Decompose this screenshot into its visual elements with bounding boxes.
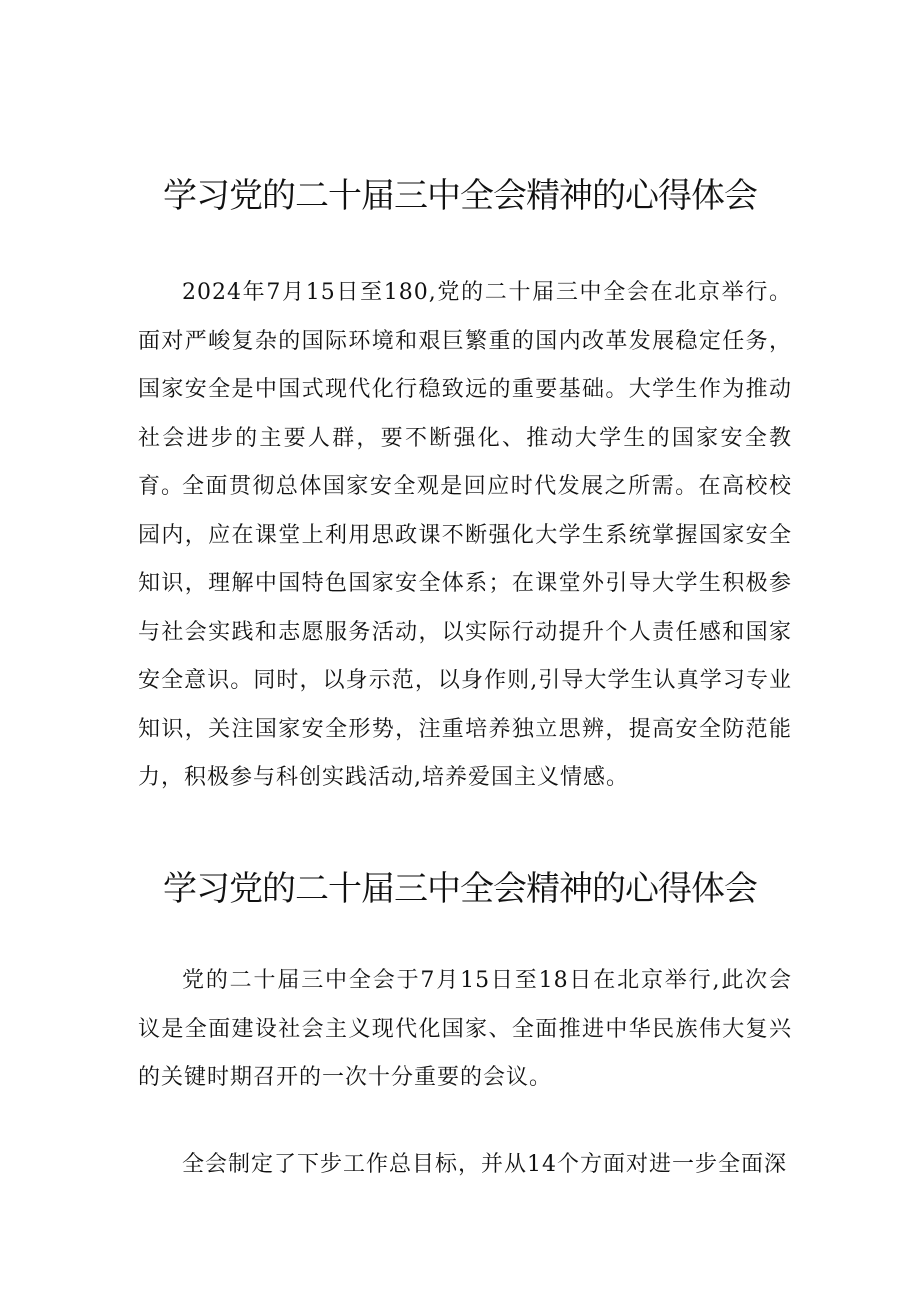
section2-title: 学习党的二十届三中全会精神的心得体会 [163, 869, 757, 909]
section1-paragraph-1: 2024年7月15日至180,党的二十届三中全会在北京举行。面对严峻复杂的国际环境和艰巨繁重的国内改革发展稳定任务，国家安全是中国式现代化行稳致远的重要基础。大学生作为推动社会进步的主要人群，要不断强化、推动大学生的国家安全教育。 [138, 280, 792, 499]
section2-paragraph-2: 全会制定了下步工作总目标，并从14个方面对进一步全面深 [182, 1152, 787, 1177]
section1-paragraph-2: 全面贯彻总体国家安全观是回应时代发展之所需。在高校校园内，应在课堂上利用思政课不断强化大学生系统掌握国家安全知识，理解中国特色国家安全体系；在课堂外引导大学生积极参与社会实践和志愿服务活动，以实际行动提升个人责任感和国家安全意识。同时，以身示范，以身作则,引导大学生认真学习专业知识，关注国家安全形势，注重培养独立思辨，提高安全防范能力，积极参与科创实践活动,培养爱国主义情感。 [138, 474, 792, 790]
section1-title: 学习党的二十届三中全会精神的心得体会 [163, 176, 757, 216]
section2-paragraph-1: 党的二十届三中全会于7月15日至18日在北京举行,此次会议是全面建设社会主义现代化国家、全面推进中华民族伟大复兴的关键时期召开的一次十分重要的会议。 [138, 968, 792, 1090]
